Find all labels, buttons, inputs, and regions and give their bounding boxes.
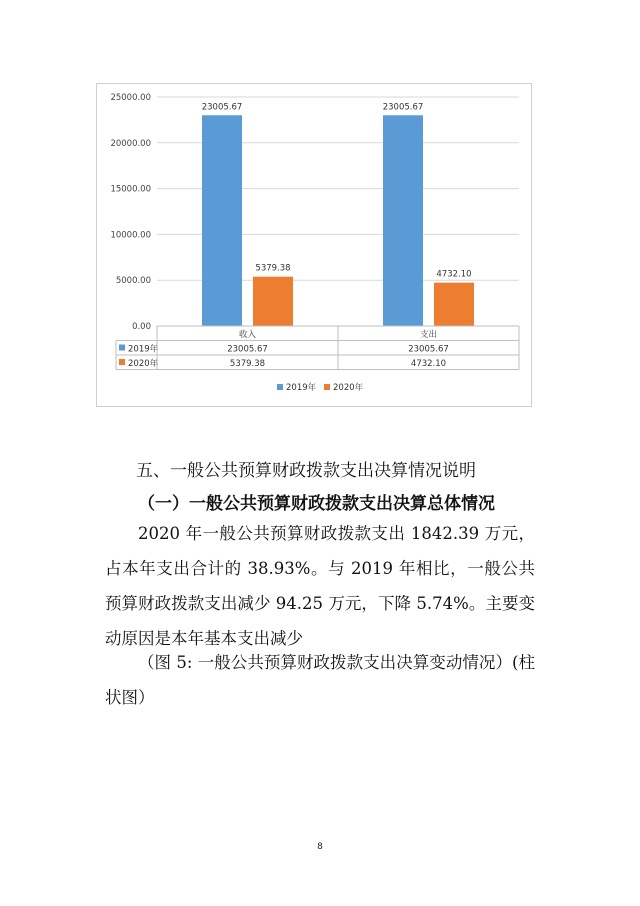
y-tick-label: 5000.00 bbox=[115, 276, 151, 287]
bar bbox=[202, 115, 242, 326]
y-tick-label: 0.00 bbox=[132, 322, 151, 332]
category-label: 收入 bbox=[238, 330, 257, 340]
bar-chart bbox=[97, 84, 533, 408]
series-label: 2019年 bbox=[128, 344, 159, 355]
y-tick-label: 15000.00 bbox=[110, 184, 151, 195]
y-tick-label: 25000.00 bbox=[110, 93, 151, 103]
legend-swatch bbox=[277, 384, 283, 390]
chart-frame bbox=[96, 83, 532, 407]
table-cell: 23005.67 bbox=[408, 344, 449, 355]
y-tick-label: 20000.00 bbox=[110, 138, 151, 149]
data-label: 5379.38 bbox=[255, 263, 291, 274]
section-subheading: （一）一般公共预算财政拨款支出决算总体情况 bbox=[138, 494, 495, 514]
page-number: 8 bbox=[317, 842, 323, 852]
bar bbox=[434, 283, 474, 326]
table-cell: 4732.10 bbox=[410, 359, 447, 369]
legend-key bbox=[119, 345, 125, 351]
table-cell: 5379.38 bbox=[229, 359, 266, 369]
series-label: 2020年 bbox=[128, 359, 159, 369]
legend-label: 2020年 bbox=[333, 383, 364, 393]
bar bbox=[383, 115, 423, 326]
data-label: 4732.10 bbox=[436, 269, 472, 280]
legend-label: 2019年 bbox=[286, 383, 317, 393]
legend-key bbox=[119, 359, 125, 365]
y-tick-label: 10000.00 bbox=[110, 230, 151, 241]
legend-swatch bbox=[324, 384, 330, 390]
section-heading: 五、一般公共预算财政拨款支出决算情况说明 bbox=[136, 461, 476, 481]
body-paragraph: 2020 年一般公共预算财政拨款支出 1842.39 万元，占本年支出合计的 38.93%。与 2019 年相比，一般公共预算财政拨款支出减少 94.25 万元，下降 5.74%。主要变动原因是本年基本支出减少 bbox=[105, 524, 535, 648]
category-label: 支出 bbox=[419, 330, 438, 340]
bar bbox=[253, 277, 293, 326]
table-cell: 23005.67 bbox=[227, 344, 268, 355]
data-label: 23005.67 bbox=[201, 102, 243, 113]
figure-caption: （图 5: 一般公共预算财政拨款支出决算变动情况）(柱状图） bbox=[105, 653, 535, 707]
data-label: 23005.67 bbox=[382, 102, 424, 113]
